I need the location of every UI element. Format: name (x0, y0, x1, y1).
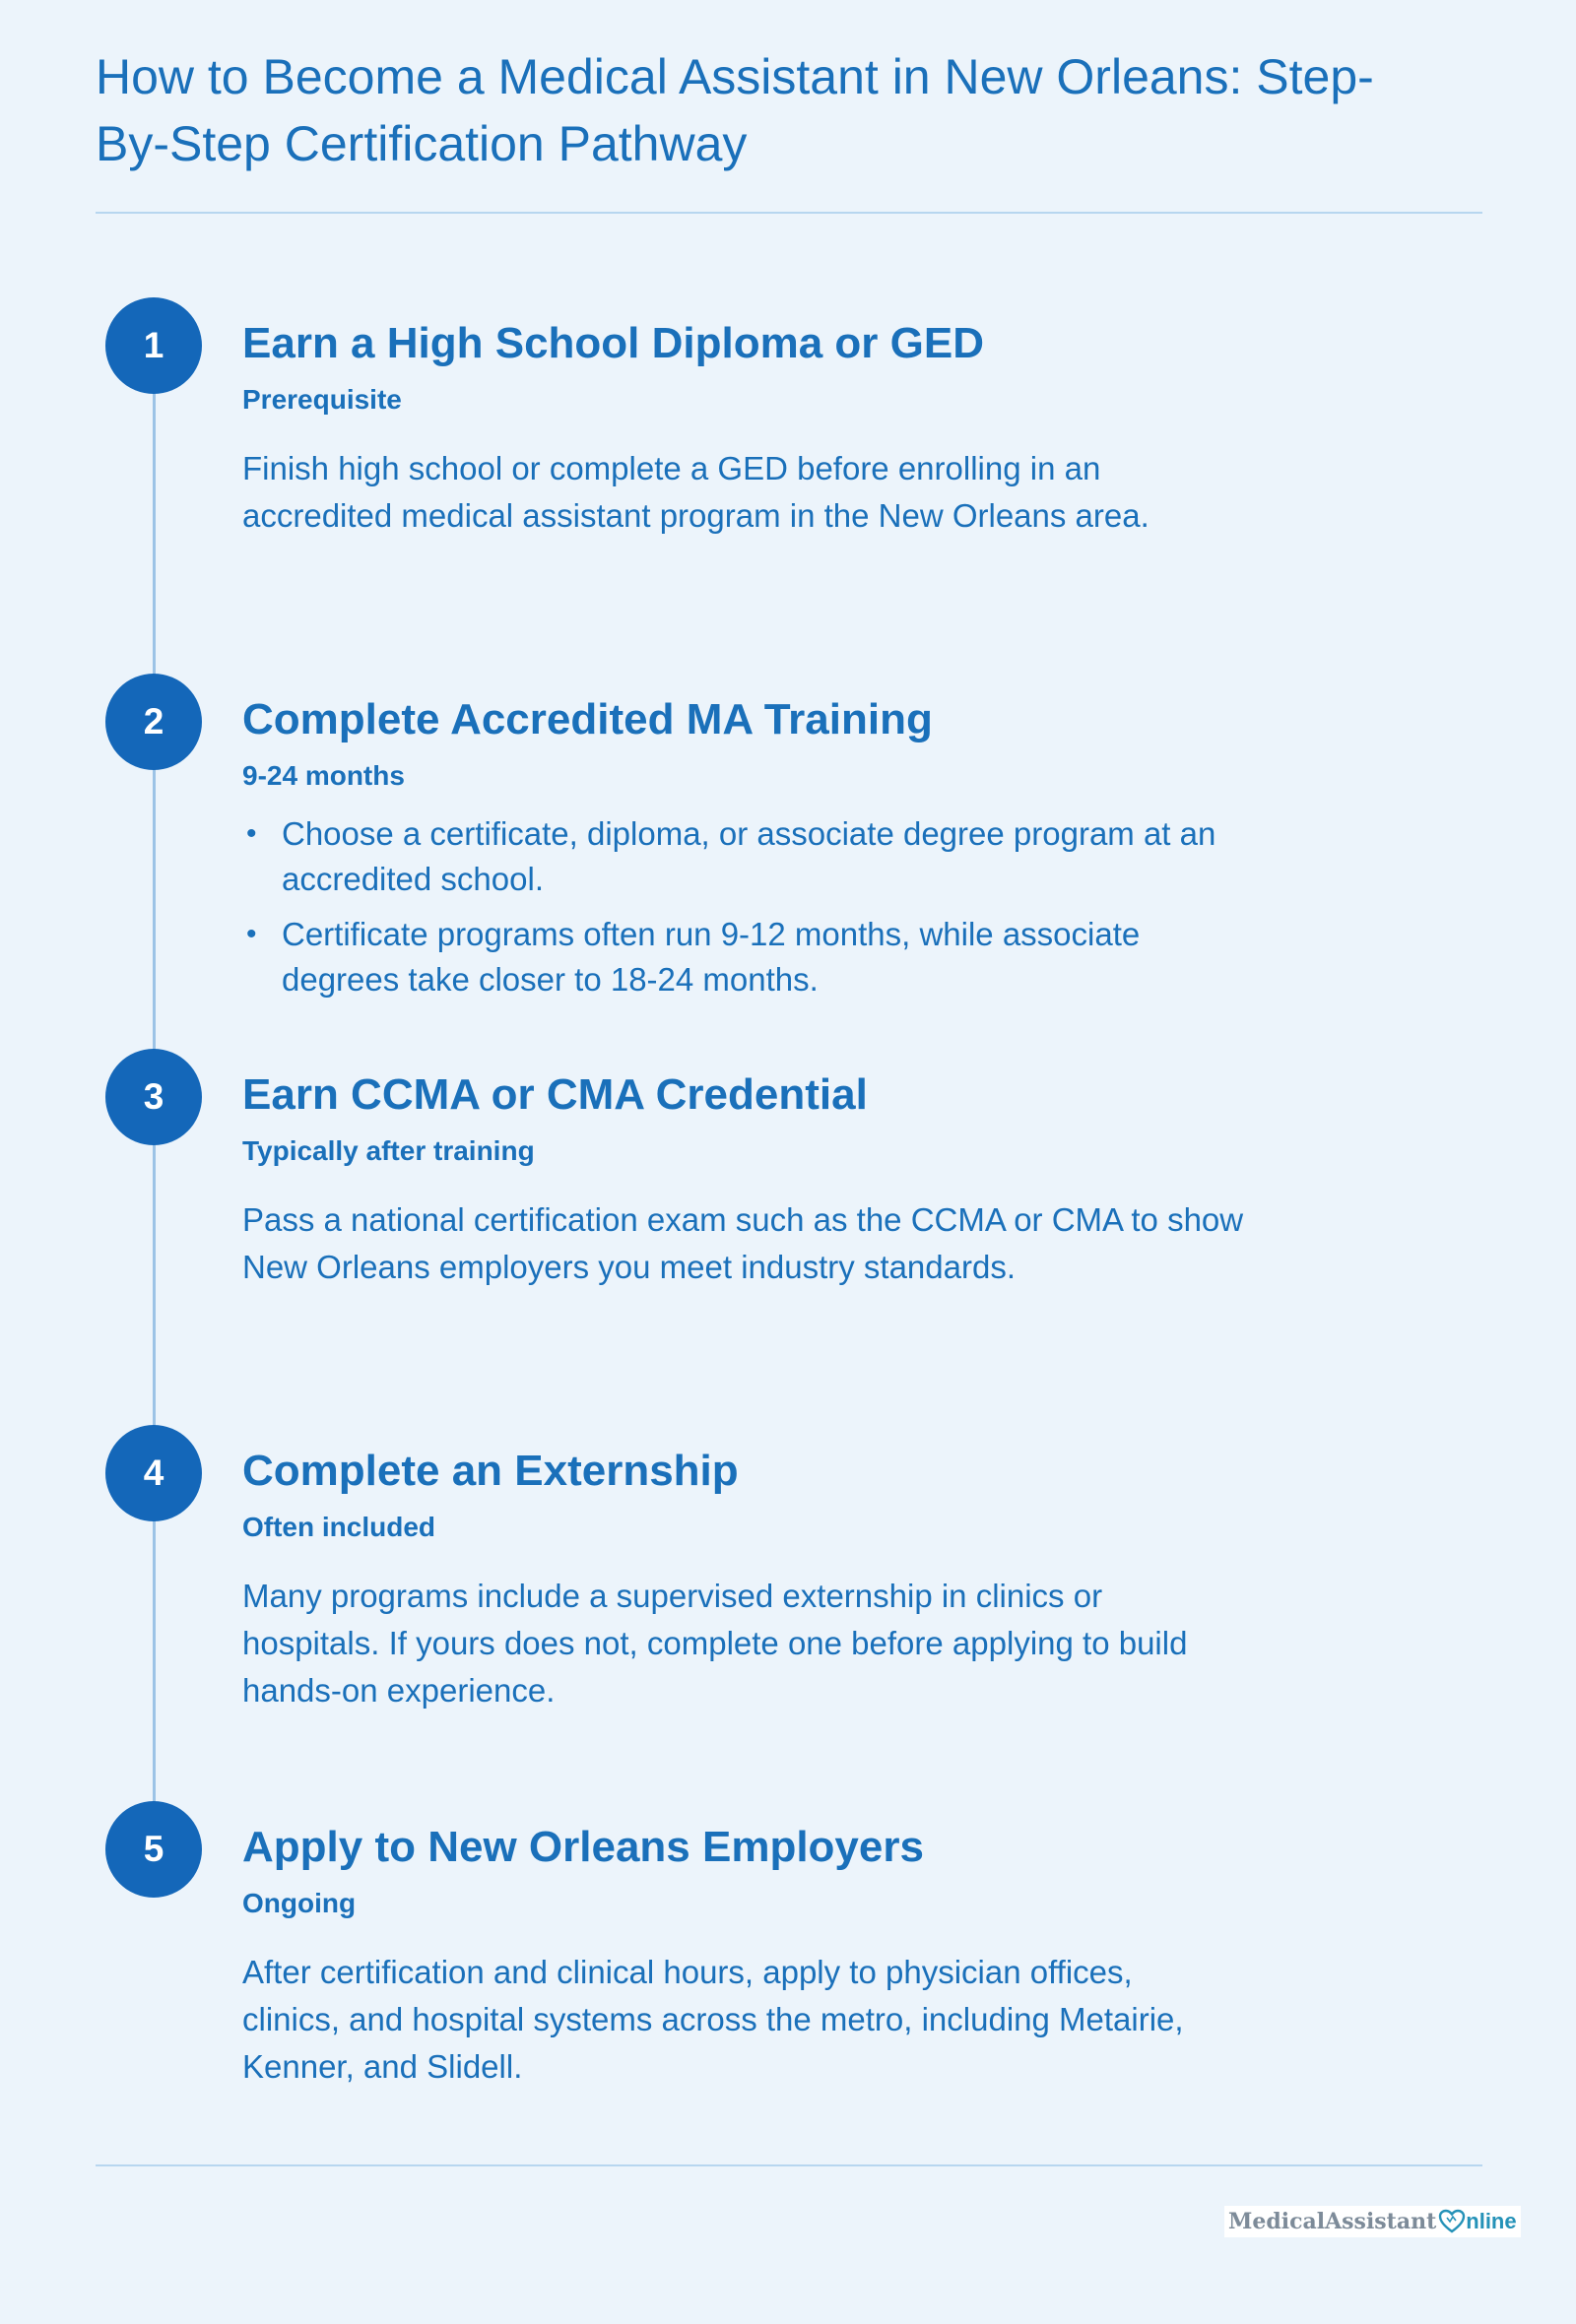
step-title: Apply to New Orleans Employers (242, 1823, 924, 1871)
step-number-badge: 1 (105, 297, 202, 394)
bottom-divider (96, 2164, 1482, 2166)
step-number-badge: 4 (105, 1425, 202, 1521)
bullet-text: Certificate programs often run 9-12 months, while associate degrees take closer to 18-24 months. (282, 916, 1141, 998)
step-number-badge: 2 (105, 674, 202, 770)
bullet-icon: • (246, 918, 257, 950)
list-item (242, 912, 1227, 1002)
step-number-badge: 5 (105, 1801, 202, 1898)
step-bullet-list (242, 811, 1227, 1012)
logo-text-accent: nline (1466, 2209, 1517, 2233)
step-description: Finish high school or complete a GED before enrolling in an accredited medical assistant program in the New Orleans area. (242, 450, 1149, 534)
step-title: Earn CCMA or CMA Credential (242, 1070, 868, 1119)
step-description: Pass a national certification exam such as the CCMA or CMA to show New Orleans employers you meet industry standards. (242, 1201, 1244, 1285)
site-logo (1224, 2206, 1521, 2237)
step-subtitle: Typically after training (242, 1135, 535, 1166)
step-subtitle: Ongoing (242, 1888, 357, 1918)
page-title: How to Become a Medical Assistant in New Orleans: Step-By-Step Certification Pathway (96, 49, 1374, 171)
step-description: After certification and clinical hours, apply to physician offices, clinics, and hospital systems across the metro, including Metairie, Kenner, and Slidell. (242, 1954, 1184, 2085)
step-title: Complete an Externship (242, 1447, 739, 1495)
step-subtitle: Often included (242, 1512, 435, 1542)
step-subtitle: 9-24 months (242, 760, 405, 791)
top-divider (96, 212, 1482, 214)
step-description: Many programs include a supervised externship in clinics or hospitals. If yours does not, complete one before applying to build hands-on experience. (242, 1578, 1188, 1709)
step-subtitle: Prerequisite (242, 384, 402, 415)
logo-accent (1436, 2208, 1516, 2235)
bullet-icon: • (246, 817, 257, 850)
list-item (242, 811, 1227, 902)
bullet-text: Choose a certificate, diploma, or associate degree program at an accredited school. (282, 815, 1216, 897)
heart-stethoscope-icon (1438, 2208, 1466, 2235)
step-title: Complete Accredited MA Training (242, 695, 933, 743)
step-number-badge: 3 (105, 1049, 202, 1145)
logo-text-main: MedicalAssistant (1228, 2209, 1437, 2234)
step-title: Earn a High School Diploma or GED (242, 319, 984, 367)
